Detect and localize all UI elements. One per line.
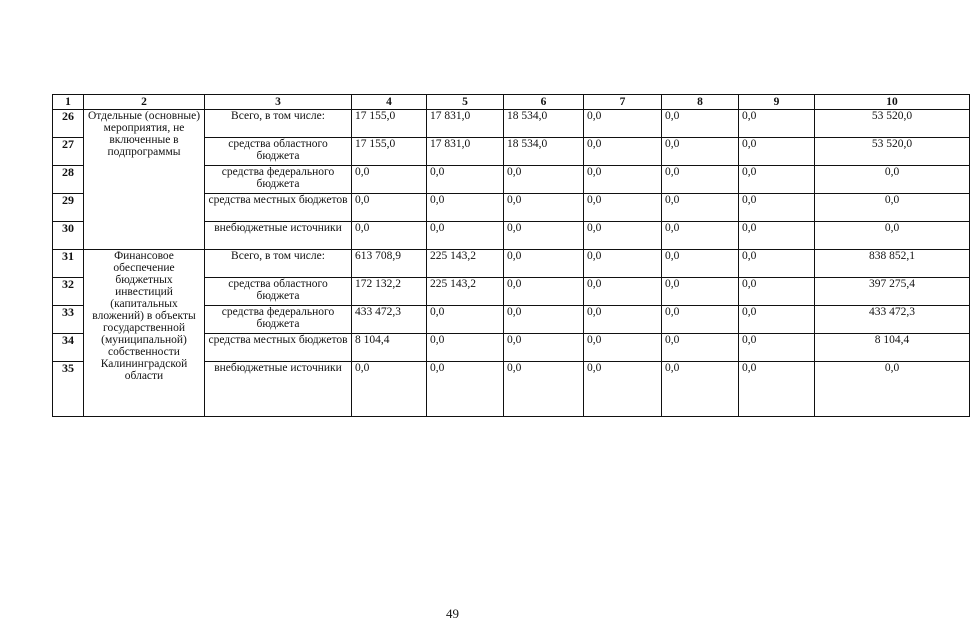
row-number: 35 <box>53 362 84 417</box>
amount-value: 8 104,4 <box>352 334 427 362</box>
amount-value: 0,0 <box>584 110 662 138</box>
row-number: 26 <box>53 110 84 138</box>
amount-value: 0,0 <box>427 166 504 194</box>
total-value: 0,0 <box>815 362 970 417</box>
amount-value: 0,0 <box>662 278 739 306</box>
amount-value: 0,0 <box>662 166 739 194</box>
table-header-row <box>53 95 970 110</box>
amount-value: 0,0 <box>584 222 662 250</box>
amount-value: 433 472,3 <box>352 306 427 334</box>
amount-value: 18 534,0 <box>504 138 584 166</box>
row-number: 33 <box>53 306 84 334</box>
amount-value: 0,0 <box>739 278 815 306</box>
funding-source: средства областного бюджета <box>205 278 352 306</box>
amount-value: 0,0 <box>504 194 584 222</box>
amount-value: 0,0 <box>739 334 815 362</box>
amount-value: 0,0 <box>504 306 584 334</box>
amount-value: 0,0 <box>584 362 662 417</box>
amount-value: 0,0 <box>584 334 662 362</box>
total-value: 0,0 <box>815 166 970 194</box>
column-header: 7 <box>584 95 662 110</box>
column-header: 1 <box>53 95 84 110</box>
funding-source: средства местных бюджетов <box>205 194 352 222</box>
amount-value: 172 132,2 <box>352 278 427 306</box>
amount-value: 0,0 <box>739 222 815 250</box>
total-value: 0,0 <box>815 194 970 222</box>
amount-value: 0,0 <box>427 334 504 362</box>
column-header: 8 <box>662 95 739 110</box>
program-group-name: Отдельные (основные) мероприятия, не включенные в подпрограммы <box>84 110 205 250</box>
total-value: 397 275,4 <box>815 278 970 306</box>
amount-value: 0,0 <box>739 194 815 222</box>
total-value: 8 104,4 <box>815 334 970 362</box>
row-number: 28 <box>53 166 84 194</box>
column-header: 5 <box>427 95 504 110</box>
amount-value: 0,0 <box>662 138 739 166</box>
table-body <box>53 95 970 417</box>
amount-value: 0,0 <box>427 222 504 250</box>
funding-source: средства местных бюджетов <box>205 334 352 362</box>
amount-value: 0,0 <box>662 110 739 138</box>
amount-value: 0,0 <box>427 194 504 222</box>
amount-value: 225 143,2 <box>427 278 504 306</box>
amount-value: 0,0 <box>504 166 584 194</box>
funding-source: средства федерального бюджета <box>205 306 352 334</box>
row-number: 31 <box>53 250 84 278</box>
column-header: 10 <box>815 95 970 110</box>
amount-value: 0,0 <box>739 306 815 334</box>
funding-source: Всего, в том числе: <box>205 250 352 278</box>
table-row <box>53 250 970 278</box>
amount-value: 225 143,2 <box>427 250 504 278</box>
total-value: 0,0 <box>815 222 970 250</box>
amount-value: 0,0 <box>584 306 662 334</box>
amount-value: 0,0 <box>584 194 662 222</box>
amount-value: 0,0 <box>662 334 739 362</box>
amount-value: 613 708,9 <box>352 250 427 278</box>
column-header: 4 <box>352 95 427 110</box>
total-value: 838 852,1 <box>815 250 970 278</box>
row-number: 32 <box>53 278 84 306</box>
amount-value: 0,0 <box>739 250 815 278</box>
funding-source: средства федерального бюджета <box>205 166 352 194</box>
column-header: 3 <box>205 95 352 110</box>
program-group-name: Финансовое обеспечение бюджетных инвестиций (капитальных вложений) в объекты государственной (муниципальной) собственности Калининградской области <box>84 250 205 417</box>
page-number: 49 <box>446 606 459 621</box>
amount-value: 18 534,0 <box>504 110 584 138</box>
amount-value: 0,0 <box>504 334 584 362</box>
budget-table <box>52 94 970 417</box>
total-value: 53 520,0 <box>815 110 970 138</box>
funding-source: внебюджетные источники <box>205 222 352 250</box>
amount-value: 0,0 <box>504 278 584 306</box>
funding-source: внебюджетные источники <box>205 362 352 417</box>
table-row <box>53 110 970 138</box>
amount-value: 0,0 <box>352 362 427 417</box>
funding-source: средства областного бюджета <box>205 138 352 166</box>
amount-value: 0,0 <box>584 138 662 166</box>
amount-value: 17 155,0 <box>352 110 427 138</box>
column-header: 9 <box>739 95 815 110</box>
total-value: 433 472,3 <box>815 306 970 334</box>
amount-value: 0,0 <box>739 166 815 194</box>
row-number: 30 <box>53 222 84 250</box>
amount-value: 0,0 <box>504 222 584 250</box>
amount-value: 0,0 <box>584 278 662 306</box>
amount-value: 0,0 <box>739 362 815 417</box>
column-header: 6 <box>504 95 584 110</box>
amount-value: 0,0 <box>662 194 739 222</box>
amount-value: 0,0 <box>352 222 427 250</box>
amount-value: 17 831,0 <box>427 110 504 138</box>
column-header: 2 <box>84 95 205 110</box>
amount-value: 0,0 <box>662 362 739 417</box>
row-number: 27 <box>53 138 84 166</box>
amount-value: 17 831,0 <box>427 138 504 166</box>
row-number: 34 <box>53 334 84 362</box>
amount-value: 0,0 <box>662 222 739 250</box>
funding-source: Всего, в том числе: <box>205 110 352 138</box>
amount-value: 0,0 <box>584 166 662 194</box>
amount-value: 0,0 <box>584 250 662 278</box>
amount-value: 0,0 <box>662 306 739 334</box>
amount-value: 0,0 <box>504 362 584 417</box>
amount-value: 0,0 <box>504 250 584 278</box>
amount-value: 0,0 <box>427 362 504 417</box>
amount-value: 0,0 <box>739 138 815 166</box>
amount-value: 0,0 <box>352 166 427 194</box>
row-number: 29 <box>53 194 84 222</box>
amount-value: 0,0 <box>352 194 427 222</box>
amount-value: 0,0 <box>739 110 815 138</box>
total-value: 53 520,0 <box>815 138 970 166</box>
amount-value: 17 155,0 <box>352 138 427 166</box>
amount-value: 0,0 <box>427 306 504 334</box>
amount-value: 0,0 <box>662 250 739 278</box>
